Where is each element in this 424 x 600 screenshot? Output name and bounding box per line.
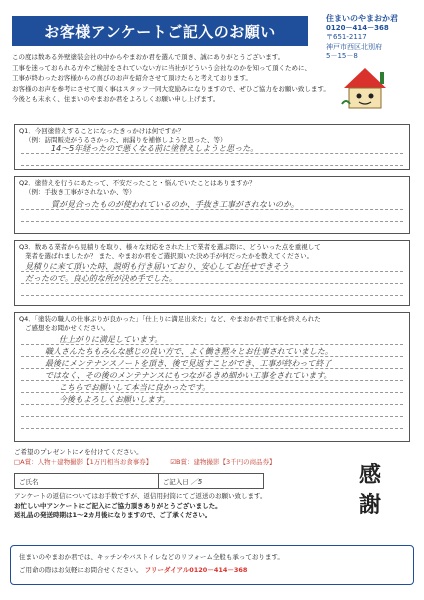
- question-2-answer: 質が見合ったものが使われているのか、手抜き工事がされないのか。: [51, 200, 299, 209]
- company-address-2: 5－15－8: [326, 52, 358, 60]
- note-line-3: 返礼品の発送時期は1～2カ月後になりますので、ご了承ください。: [14, 511, 212, 519]
- intro-line: 工事が終わったお客様からの喜びのお声を紹介させて頂けたらと考えております。: [12, 74, 252, 82]
- question-3-answer-2: だったので。良心的な所が決め手でした。: [25, 274, 177, 283]
- intro-line: お客様のお声を参考にさせて頂く事はスタッフ一同大変励みになりますので、ぜひご協力をお願い致します。: [12, 84, 330, 93]
- question-4-answer-1: 仕上がりに満足しています。: [59, 335, 163, 344]
- name-date-box: [14, 473, 264, 489]
- question-2-example: （例：手抜き工事がされないか、等）: [25, 188, 136, 196]
- question-1-example: （例：訪問販売がうるさかった、雨漏りを補修しようと思った、等）: [25, 136, 227, 144]
- question-2-title: Q2．塗替えを行うにあたって、不安だったこと・悩んでいたことはありますか？: [19, 179, 256, 187]
- question-1: [14, 124, 410, 170]
- question-4-answer-4: ではなく、その後のメンテナンスにもつながるきめ細かい工事をされています。: [45, 371, 332, 380]
- question-3-title: Q3．数ある業者から見積りを取り、様々な対応をされた上で業者を選ぶ際に、どういった点を重視して: [19, 243, 321, 251]
- mascot-house-icon: [340, 64, 390, 114]
- thanks-char-2: 謝: [358, 492, 381, 518]
- question-3-title-2: 業者を選ばれましたか？ また、やまおか君をご選択頂いた決め手が何だったかを教えてください。: [25, 252, 314, 260]
- present-label: ご希望のプレゼントに✓を付けてください。: [14, 448, 143, 456]
- intro-line: 今後とも末永く、住まいのやまおか君をよろしくお願い申し上げます。: [12, 95, 220, 103]
- footer-line-1: 住まいのやまおか君では、キッチンやバストイレなどのリフォーム全般も承っております。: [19, 553, 284, 561]
- question-4-answer-6: 今後もよろしくお願いします。: [59, 395, 171, 404]
- intro-line: 工事を迷っておられる方やご検討をされていない方に当社がどういう会社なのかを知って頂くために、: [12, 63, 311, 72]
- company-name: 住まいのやまおか君: [326, 14, 398, 23]
- question-3: [14, 240, 410, 306]
- answer-line: [21, 165, 403, 166]
- question-4-title-2: ご感想をお聞かせください。: [25, 324, 110, 332]
- thanks-char-1: 感: [358, 462, 381, 488]
- question-2: [14, 176, 410, 234]
- answer-line: [21, 416, 403, 417]
- present-option-b[interactable]: ☑B賞：建物撮影【3千円の商品券】: [170, 458, 276, 466]
- footer-box: [10, 545, 414, 585]
- name-label: ご氏名: [19, 478, 39, 486]
- present-option-a[interactable]: □A賞：人物＋建物撮影【1万円相当お食事券】: [14, 458, 153, 466]
- question-4: [14, 312, 410, 442]
- question-4-answer-2: 職人さんたちもみんな感じの良い方で、よく働き黙々とお仕事されていました。: [45, 347, 333, 356]
- company-postal: 〒651-2117: [326, 33, 367, 41]
- thanks-stamp: [350, 460, 390, 520]
- company-phone: 0120－414－368: [326, 23, 389, 32]
- intro-line: この度は数ある外壁塗装会社の中からやまおか君を選んで頂き、誠にありがとうございます。: [12, 53, 285, 61]
- question-1-answer: 14～5年経ったので悪くなる前に塗替えしようと思った。: [51, 144, 259, 153]
- return-note: [14, 492, 304, 521]
- answer-line: [21, 428, 403, 429]
- note-line-2: お忙しい中アンケートにご記入にご協力頂きありがとうございました。: [14, 501, 222, 510]
- date-field[interactable]: [159, 474, 263, 488]
- date-label: ご記入日: [162, 478, 189, 486]
- name-field[interactable]: [15, 474, 159, 488]
- date-value: ／5: [190, 478, 203, 486]
- question-1-title: Q1．今回塗替えすることになったきっかけは何ですか？: [19, 127, 185, 135]
- intro-text: [12, 52, 342, 105]
- question-3-answer-1: 見積りに来て頂いた時、説明も行き届いており、安心してお任せできそう: [25, 262, 289, 271]
- page-title: お客様アンケートご記入のお願い: [12, 16, 308, 46]
- question-4-title: Q4．「塗装の職人の仕事ぶりが良かった」「仕上りに満足出来た」など、やまおか君で工事を終えられた: [19, 315, 321, 323]
- answer-line: [21, 221, 403, 222]
- question-4-answer-5: こちらでお願いして本当に良かったです。: [59, 383, 211, 392]
- note-line-1: アンケートの返信についてはお手数ですが、返信用封筒にてご返送のお願い致します。: [14, 492, 267, 500]
- company-address-1: 神戸市西区北別府: [326, 42, 382, 51]
- answer-line: [21, 295, 403, 296]
- freedial-number[interactable]: フリーダイアル0120－414－368: [144, 566, 248, 574]
- footer-line-2: ご用命の際はお気軽にお問合せください。: [19, 566, 143, 574]
- question-4-answer-3: 最後にメンテナンスノートを頂き、後で見返すことができ、工事が終わって終了: [45, 359, 332, 368]
